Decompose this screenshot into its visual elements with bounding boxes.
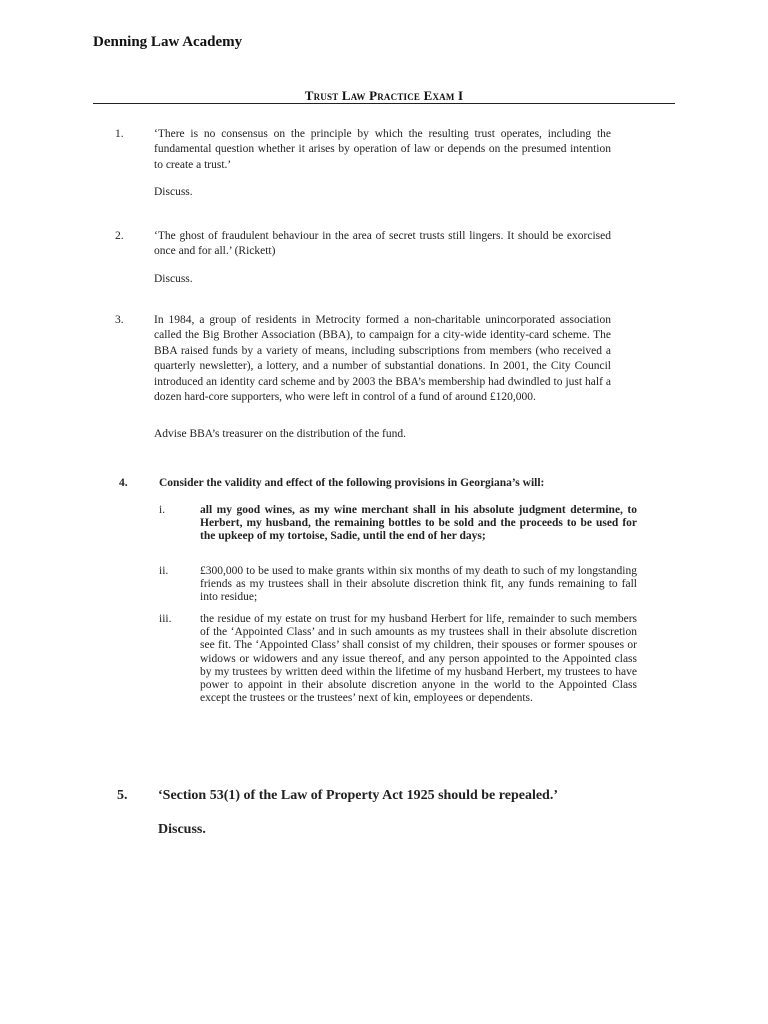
question-intro: Consider the validity and effect of the following provisions in Georgiana’s will: xyxy=(159,477,545,489)
question-number: 5. xyxy=(117,788,128,803)
question-instruction: Advise BBA’s treasurer on the distribution of the fund. xyxy=(154,428,407,440)
question-text: In 1984, a group of residents in Metrocity formed a non-charitable unincorporated association called the Big Brother Association (BBA), to campaign for a city-wide identity-card scheme. The BBA raised funds by a variety of means, including subscriptions from members (who received a quarterly newsletter), a lottery, and a number of substantial donations. In 2001, the City Council introduced an identity card scheme and by 2003 the BBA’s membership had dwindled to just half a dozen hard-core supporters, who were left in control of a fund of around £120,000. xyxy=(154,314,611,404)
academy-name: Denning Law Academy xyxy=(93,34,243,50)
question-instruction: Discuss. xyxy=(154,273,193,285)
question-text: ‘Section 53(1) of the Law of Property Act 1925 should be repealed.’ xyxy=(158,788,558,803)
question-number: 4. xyxy=(119,477,128,489)
question-number: 3. xyxy=(115,314,124,326)
title-divider xyxy=(93,103,675,104)
question-number: 2. xyxy=(115,230,124,242)
provision-number: iii. xyxy=(159,613,172,625)
question-number: 1. xyxy=(115,128,124,140)
provision-number: i. xyxy=(159,504,166,516)
provision-number: ii. xyxy=(159,565,169,577)
question-text: ‘The ghost of fraudulent behaviour in the area of secret trusts still lingers. It should be exorcised once and for all.’ (Rickett) xyxy=(154,230,611,258)
question-instruction: Discuss. xyxy=(154,186,193,198)
question-instruction: Discuss. xyxy=(158,822,206,837)
provision-text: the residue of my estate on trust for my husband Herbert for life, remainder to such members of the ‘Appointed Class’ and in such amounts as my trustees shall in their absolute discretion see fit. The ‘Appointed Class’ shall consist of my children, their spouses or former spouses or widows or widowers and any issue thereof, and any person appointed to the Appointed class by my trustees by written deed within the lifetime of my husband Herbert, my trustees to have power to appoint in their absolute discretion anyone in the world to the Appointed Class except the trustees or the trustees’ next of kin, employees or dependents. xyxy=(200,613,637,705)
provision-text: all my good wines, as my wine merchant shall in his absolute judgment determine, to Herbert, my husband, the remaining bottles to be sold and the proceeds to be used for the upkeep of my tortoise, Sadie, until the end of her days; xyxy=(200,504,637,543)
question-text: ‘There is no consensus on the principle by which the resulting trust operates, including the fundamental question whether it arises by operation of law or depends on the presumed intention to create a trust.’ xyxy=(154,128,611,171)
provision-text: £300,000 to be used to make grants within six months of my death to such of my longstanding friends as my trustees shall in their absolute discretion think fit, any funds remaining to fall into residue; xyxy=(200,565,637,604)
page-title: Trust Law Practice Exam I xyxy=(304,88,464,103)
